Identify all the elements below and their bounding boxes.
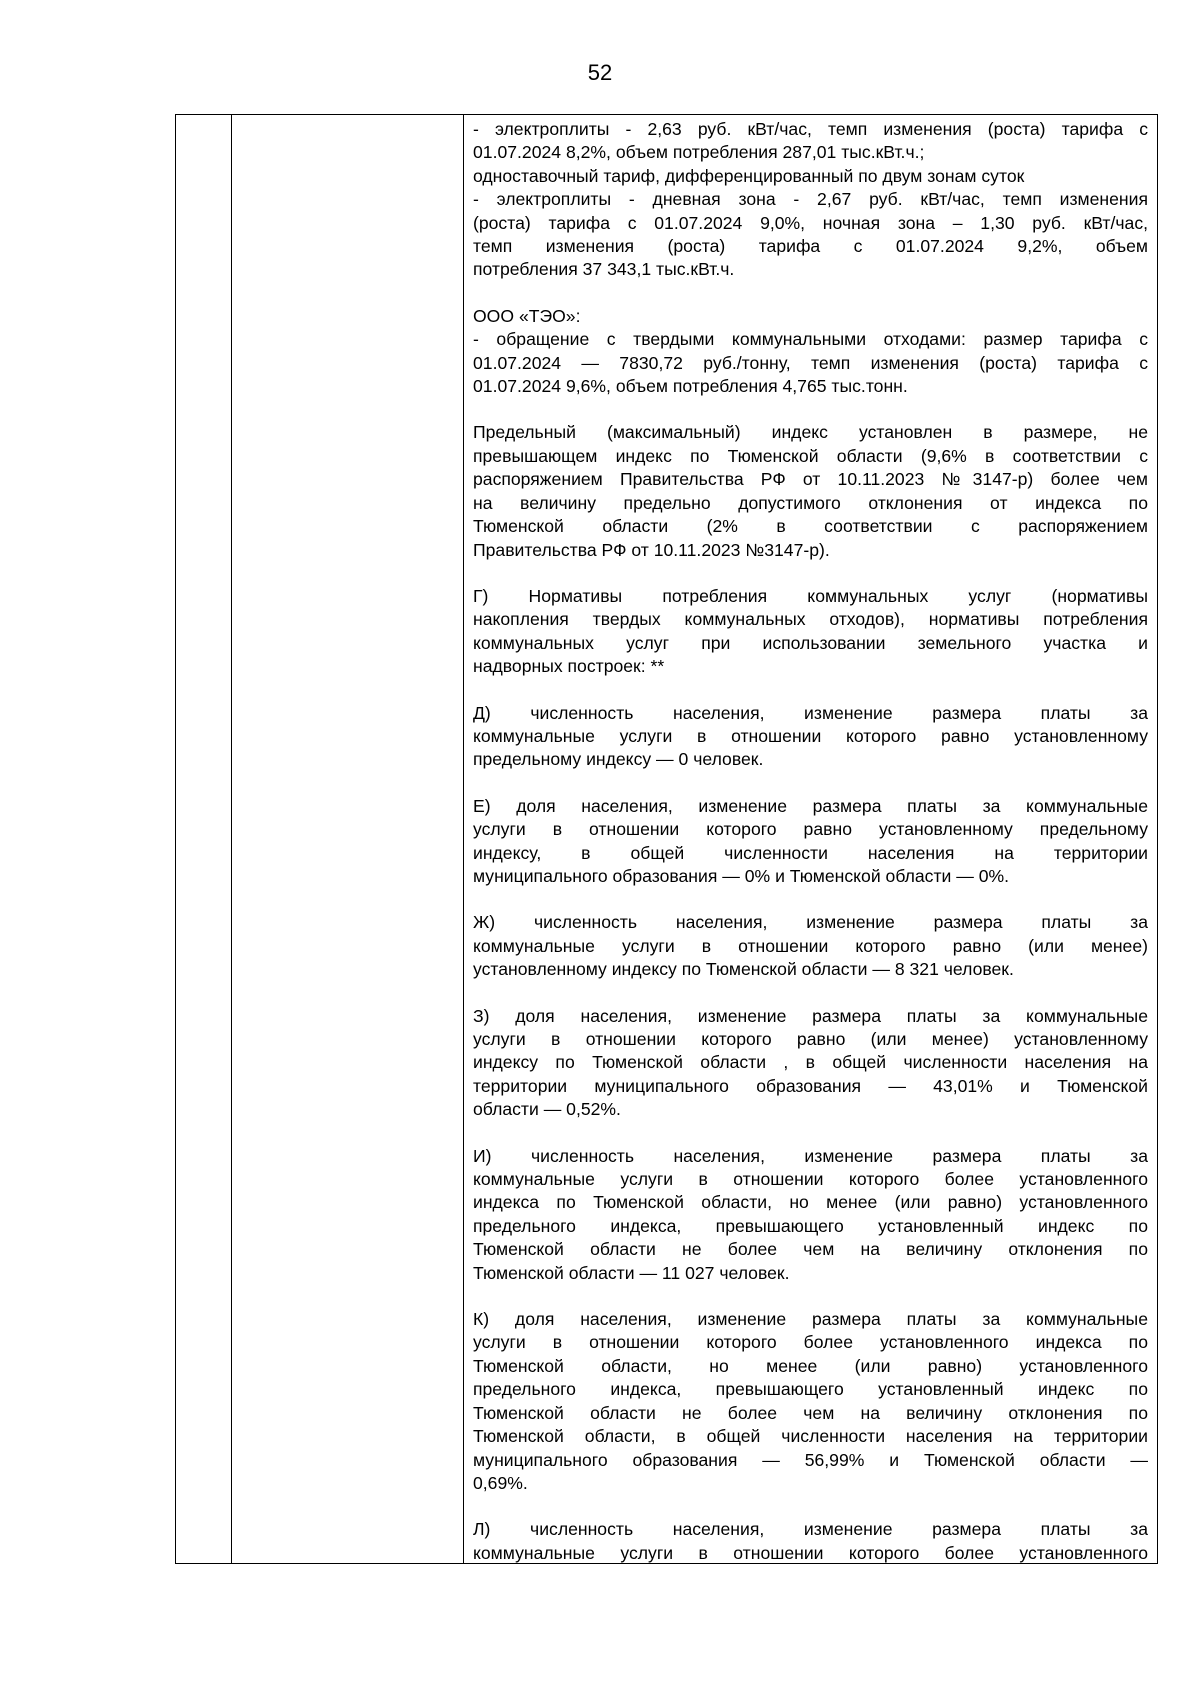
text-line: Тюменской области — 11 027 человек. [473, 1262, 790, 1283]
text-line: 01.07.2024 8,2%, объем потребления 287,01 тыс.кВт.ч.; [473, 142, 925, 163]
text-line: Тюменской области, но менее (или равно) установленного [473, 1355, 1148, 1376]
text-line: индексу, в общей численности населения на территории [473, 842, 1148, 863]
text-paragraph [473, 1518, 1148, 1563]
text-paragraph [473, 1145, 1148, 1285]
text-line: индексу по Тюменской области , в общей численности населения на [473, 1052, 1148, 1073]
table-column-divider [463, 115, 464, 1563]
text-line: одноставочный тариф, дифференцированный по двум зонам суток [473, 165, 1025, 186]
text-line: накопления твердых коммунальных отходов), нормативы потребления [473, 609, 1148, 630]
text-paragraph [473, 1005, 1148, 1122]
text-line: 01.07.2024 9,6%, объем потребления 4,765 тыс.тонн. [473, 376, 908, 397]
text-paragraph [473, 118, 1148, 282]
text-paragraph [473, 911, 1148, 981]
text-line: индекса по Тюменской области, но менее (или равно) установленного [473, 1192, 1148, 1213]
text-line: 01.07.2024 — 7830,72 руб./тонну, темп изменения (роста) тарифа с [473, 352, 1148, 373]
text-paragraph [473, 305, 1148, 399]
table-column-divider [231, 115, 232, 1563]
text-line: услуги в отношении которого более установленного индекса по [473, 1332, 1148, 1353]
text-line: территории муниципального образования — 43,01% и Тюменской [473, 1075, 1148, 1096]
text-line: муниципального образования — 0% и Тюменской области — 0%. [473, 865, 1010, 886]
text-line: Правительства РФ от 10.11.2023 №3147-р). [473, 539, 830, 560]
text-line: Тюменской области (2% в соответствии с распоряжением [473, 516, 1148, 537]
text-paragraph [473, 585, 1148, 679]
text-line: Тюменской области не более чем на величину отклонения по [473, 1402, 1148, 1423]
text-line: коммунальные услуги в отношении которого равно установленному [473, 725, 1148, 746]
text-line: коммунальные услуги в отношении которого более установленного [473, 1542, 1148, 1563]
text-line: (роста) тарифа с 01.07.2024 9,0%, ночная зона – 1,30 руб. кВт/час, [473, 212, 1148, 233]
text-line: Тюменской области не более чем на величину отклонения по [473, 1239, 1148, 1260]
text-line: К) доля населения, изменение размера платы за коммунальные [473, 1309, 1148, 1330]
text-line: Г) Нормативы потребления коммунальных услуг (нормативы [473, 585, 1148, 606]
text-line: Предельный (максимальный) индекс установлен в размере, не [473, 422, 1148, 443]
text-paragraph [473, 421, 1148, 561]
text-line: предельному индексу — 0 человек. [473, 749, 764, 770]
text-line: коммунальные услуги в отношении которого равно (или менее) [473, 935, 1148, 956]
text-line: - электроплиты - 2,63 руб. кВт/час, темп изменения (роста) тарифа с [473, 119, 1148, 139]
table-content-cell [473, 118, 1148, 1563]
text-line: распоряжением Правительства РФ от 10.11.2023 №3147-р) более чем [473, 469, 1148, 490]
text-line: 0,69%. [473, 1472, 528, 1493]
text-line: коммунальных услуг при использовании земельного участка и [473, 632, 1148, 653]
text-line: услуги в отношении которого равно (или менее) установленному [473, 1029, 1148, 1049]
text-paragraph [473, 702, 1148, 772]
text-line: области — 0,52%. [473, 1099, 621, 1120]
text-line: - обращение с твердыми коммунальными отходами: размер тарифа с [473, 329, 1148, 350]
text-line: на величину предельно допустимого отклонения от индекса по [473, 492, 1148, 513]
text-line: - электроплиты - дневная зона - 2,67 руб. кВт/час, темп изменения [473, 189, 1148, 210]
text-paragraph [473, 795, 1148, 889]
text-line: предельного индекса, превышающего установленный индекс по [473, 1379, 1148, 1400]
text-line: Ж) численность населения, изменение размера платы за [473, 912, 1148, 933]
text-line: превышающем индекс по Тюменской области (9,6% в соответствии с [473, 445, 1148, 466]
text-line: Е) доля населения, изменение размера платы за коммунальные [473, 795, 1148, 816]
text-line: Д) численность населения, изменение размера платы за [473, 702, 1148, 723]
text-line: темп изменения (роста) тарифа с 01.07.2024 9,2%, объем [473, 236, 1148, 257]
text-line: потребления 37 343,1 тыс.кВт.ч. [473, 259, 735, 280]
text-line: надворных построек: ** [473, 656, 665, 677]
text-line: установленному индексу по Тюменской области — 8 321 человек. [473, 959, 1014, 980]
text-line: Тюменской области, в общей численности населения на территории [473, 1426, 1148, 1447]
text-line: ООО «ТЭО»: [473, 305, 581, 326]
text-paragraph [473, 1308, 1148, 1495]
text-line: предельного индекса, превышающего установленный индекс по [473, 1215, 1148, 1236]
text-line: З) доля населения, изменение размера платы за коммунальные [473, 1005, 1148, 1026]
text-line: услуги в отношении которого равно установленному предельному [473, 819, 1148, 840]
text-line: И) численность населения, изменение размера платы за [473, 1145, 1148, 1166]
text-line: муниципального образования — 56,99% и Тюменской области — [473, 1449, 1148, 1470]
document-table [175, 114, 1158, 1564]
text-line: коммунальные услуги в отношении которого более установленного [473, 1169, 1148, 1190]
text-line: Л) численность населения, изменение размера платы за [473, 1519, 1148, 1540]
page-number: 52 [587, 60, 613, 85]
